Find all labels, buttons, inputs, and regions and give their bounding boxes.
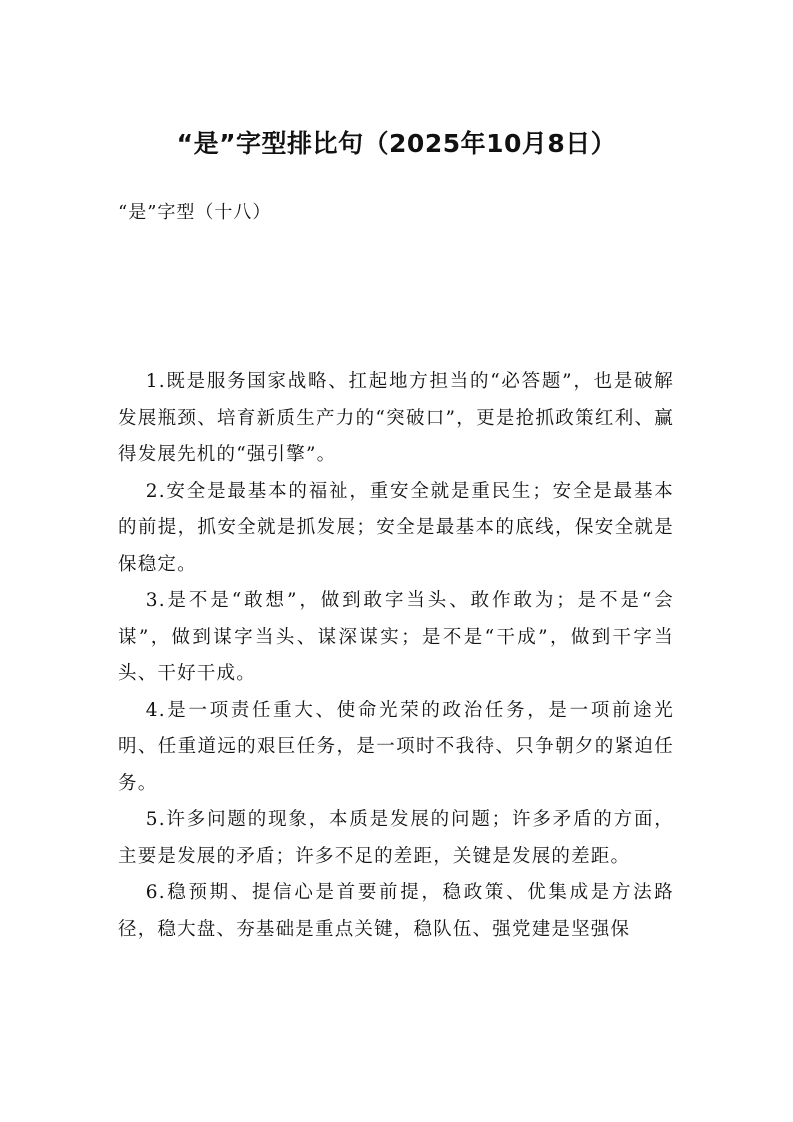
document-body bbox=[118, 364, 674, 948]
paragraph-2: 2.安全是最基本的福祉，重安全就是重民生；安全是最基本的前提，抓安全就是抓发展；安全是最基本的底线，保安全就是保稳定。 bbox=[118, 480, 674, 575]
paragraph-6: 6.稳预期、提信心是首要前提，稳政策、优集成是方法路径，稳大盘、夯基础是重点关键，稳队伍、强党建是坚强保 bbox=[118, 882, 674, 940]
document-title: “是”字型排比句（2025年10月8日） bbox=[176, 129, 617, 158]
paragraph-1: 1.既是服务国家战略、扛起地方担当的“必答题”，也是破解发展瓶颈、培育新质生产力的“突破口”，更是抢抓政策红利、赢得发展先机的“强引擎”。 bbox=[118, 371, 674, 465]
paragraph-4: 4.是一项责任重大、使命光荣的政治任务，是一项前途光明、任重道远的艰巨任务，是一项时不我待、只争朝夕的紧迫任务。 bbox=[118, 699, 674, 794]
paragraph-3: 3.是不是“敢想”，做到敢字当头、敢作敢为；是不是“会谋”，做到谋字当头、谋深谋实；是不是“干成”，做到干字当头、干好干成。 bbox=[118, 590, 674, 684]
document-subtitle: “是”字型（十八） bbox=[118, 202, 272, 223]
paragraph-5: 5.许多问题的现象，本质是发展的问题；许多矛盾的方面，主要是发展的矛盾；许多不足的差距，关键是发展的差距。 bbox=[118, 809, 674, 867]
